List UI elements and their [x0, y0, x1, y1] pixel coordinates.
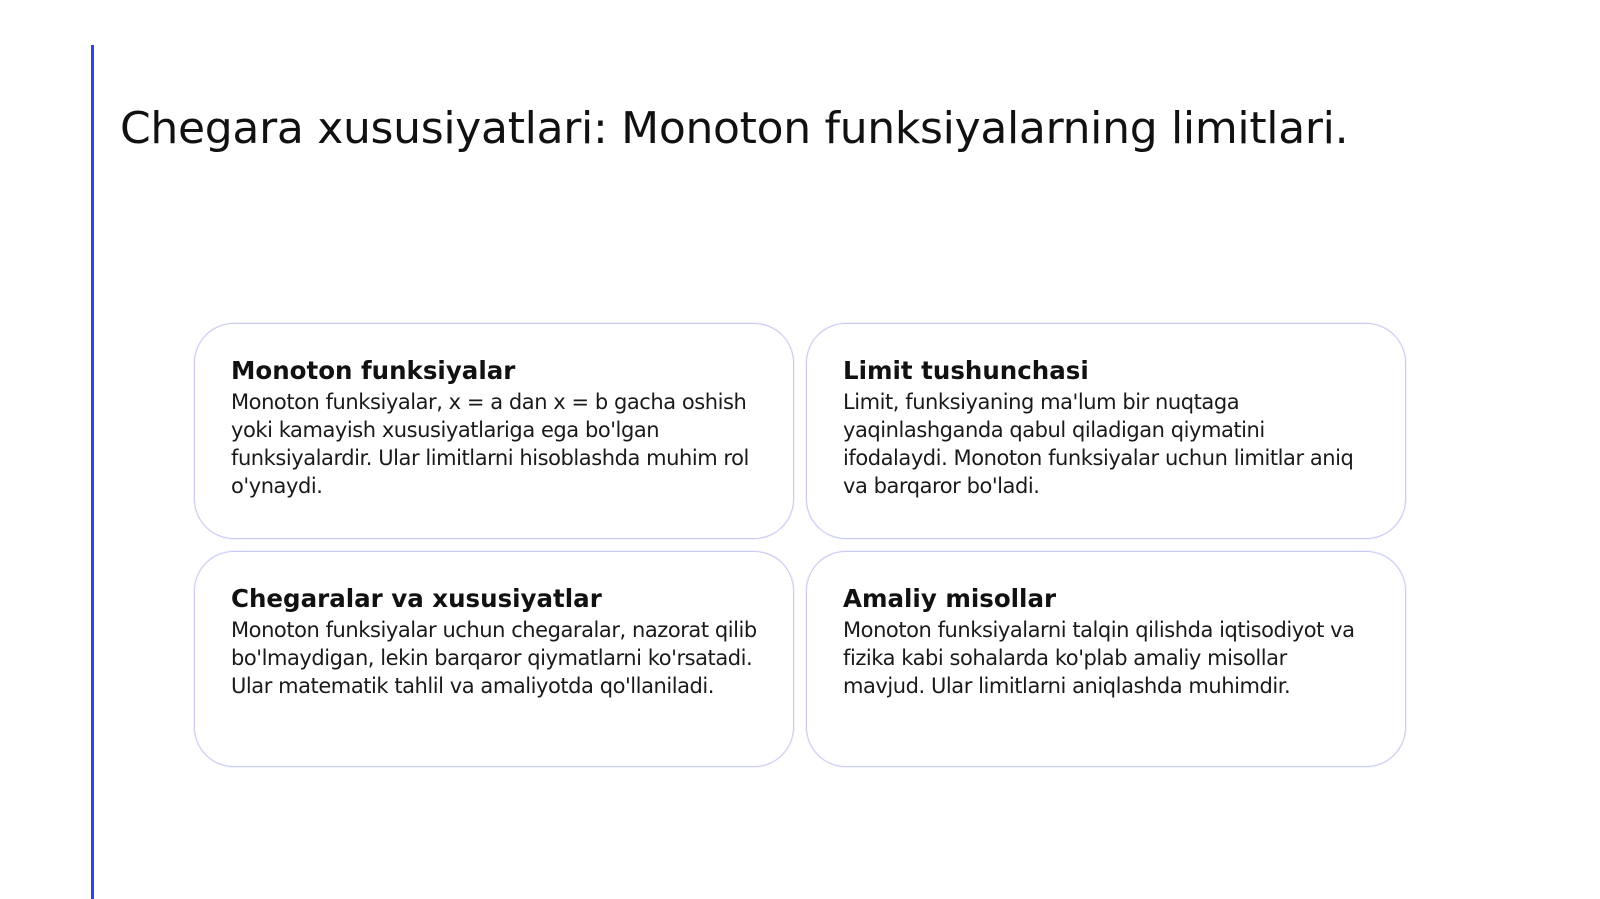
card-body: Limit, funksiyaning ma'lum bir nuqtaga yaqinlashganda qabul qiladigan qiymatini ifodalaydi. Monoton funksiyalar uchun limitlar aniq va barqaror bo'ladi.	[843, 390, 1354, 498]
card-title: Chegaralar va xususiyatlar	[231, 584, 602, 613]
card-limit-tushunchasi	[806, 323, 1406, 539]
slide-title: Chegara xususiyatlari: Monoton funksiyalarning limitlari.	[120, 103, 1349, 154]
card-title: Monoton funksiyalar	[231, 356, 516, 385]
card-title: Amaliy misollar	[843, 584, 1057, 613]
accent-bar	[91, 45, 94, 899]
card-grid	[194, 323, 1406, 767]
card-chegaralar-va-xususiyatlar	[194, 551, 794, 767]
card-monoton-funksiyalar	[194, 323, 794, 539]
card-body: Monoton funksiyalar uchun chegaralar, nazorat qilib bo'lmaydigan, lekin barqaror qiymatlarni ko'rsatadi. Ular matematik tahlil va amaliyotda qo'llaniladi.	[231, 618, 757, 698]
card-amaliy-misollar	[806, 551, 1406, 767]
card-title: Limit tushunchasi	[843, 356, 1089, 385]
card-body: Monoton funksiyalar, x = a dan x = b gacha oshish yoki kamayish xususiyatlariga ega bo'lgan funksiyalardir. Ular limitlarni hisoblashda muhim rol o'ynaydi.	[231, 390, 749, 498]
card-body: Monoton funksiyalarni talqin qilishda iqtisodiyot va fizika kabi sohalarda ko'plab amaliy misollar mavjud. Ular limitlarni aniqlashda muhimdir.	[843, 618, 1355, 698]
